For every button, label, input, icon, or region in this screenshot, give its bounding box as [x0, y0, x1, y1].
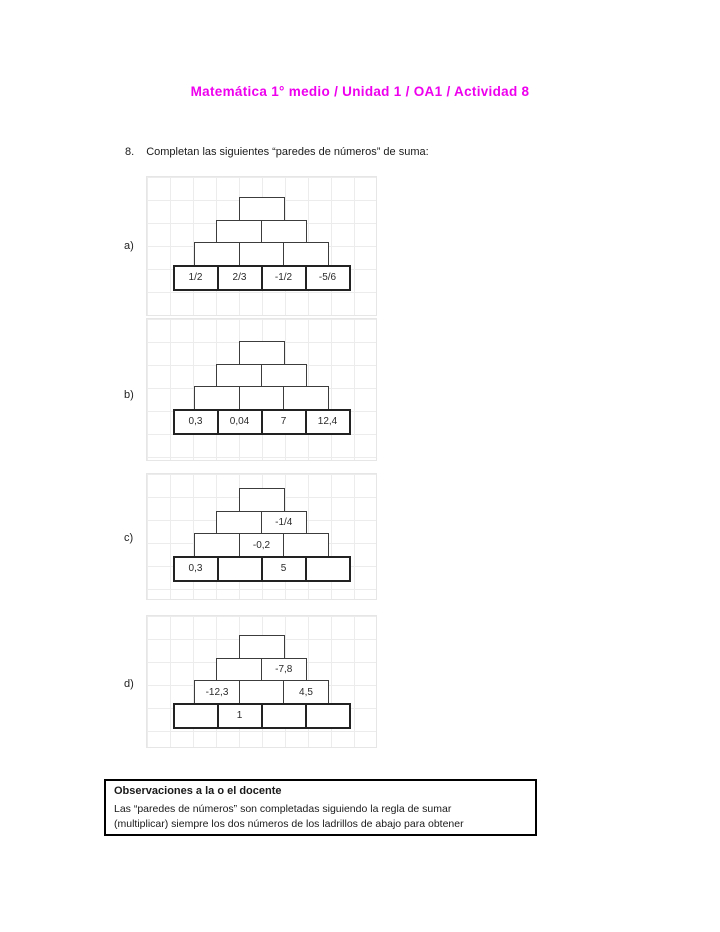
- pyramid-row: [147, 488, 376, 512]
- observations-line-2: (multiplicar) siempre los dos números de los ladrillos de abajo para obtener: [114, 818, 464, 831]
- pyramid-row: [147, 364, 376, 388]
- pyramid-cell-empty: [239, 680, 285, 704]
- pyramid-cell-value: -0,2: [239, 533, 285, 557]
- pyramid-cell-value: 7: [261, 409, 307, 435]
- pyramid-row: [147, 386, 376, 410]
- observations-box: [104, 779, 537, 836]
- pyramid-cell-value: -1/4: [261, 511, 307, 535]
- pyramid-row: [147, 703, 376, 729]
- task-number: 8.: [125, 146, 135, 158]
- pyramid-cell-empty: [194, 533, 240, 557]
- pyramid-cell-value: 0,04: [217, 409, 263, 435]
- pyramid-cell-empty: [305, 556, 351, 582]
- pyramid-cell-empty: [239, 341, 285, 365]
- pyramid-row: [147, 635, 376, 659]
- pyramid-cell-empty: [283, 242, 329, 266]
- pyramid-row: [147, 220, 376, 244]
- pyramid-cell-empty: [239, 635, 285, 659]
- pyramid-cell-empty: [239, 197, 285, 221]
- pyramid-panel-b: [146, 318, 377, 461]
- observations-line-1: Las “paredes de números” son completadas siguiendo la regla de sumar: [114, 803, 452, 815]
- pyramid-cell-value: 4,5: [283, 680, 329, 704]
- task-text: Completan las siguientes “paredes de números” de suma:: [146, 146, 429, 158]
- pyramid-cell-value: 2/3: [217, 265, 263, 291]
- pyramid-cell-value: 1: [217, 703, 263, 729]
- pyramid-panel-a: [146, 176, 377, 316]
- pyramid-row: [147, 265, 376, 291]
- pyramid-cell-empty: [239, 488, 285, 512]
- pyramid-cell-empty: [216, 511, 262, 535]
- pyramid-cell-empty: [173, 703, 219, 729]
- pyramid-cell-value: 0,3: [173, 556, 219, 582]
- page-title: Matemática 1° medio / Unidad 1 / OA1 / Actividad 8: [190, 84, 530, 99]
- pyramid-cell-empty: [305, 703, 351, 729]
- pyramid-panel-d: [146, 615, 377, 748]
- pyramid-cell-empty: [283, 533, 329, 557]
- pyramid-cell-value: 5: [261, 556, 307, 582]
- pyramid-cell-empty: [216, 364, 262, 388]
- pyramid-row: [147, 409, 376, 435]
- pyramid-cell-empty: [194, 242, 240, 266]
- pyramid-cell-empty: [239, 242, 285, 266]
- pyramid-cell-value: 12,4: [305, 409, 351, 435]
- pyramid-row: [147, 533, 376, 557]
- pyramid-cell-value: -1/2: [261, 265, 307, 291]
- pyramid-panel-c: [146, 473, 377, 600]
- pyramid-cell-empty: [216, 220, 262, 244]
- pyramid-cell-value: -7,8: [261, 658, 307, 682]
- pyramid-label-b: b): [124, 389, 134, 401]
- pyramid-cell-value: 1/2: [173, 265, 219, 291]
- pyramid-cell-empty: [216, 658, 262, 682]
- pyramid-cell-value: 0,3: [173, 409, 219, 435]
- pyramid-label-c: c): [124, 532, 134, 544]
- pyramid-cell-empty: [261, 220, 307, 244]
- pyramid-row: [147, 341, 376, 365]
- task-instruction: [125, 146, 429, 158]
- pyramid-cell-empty: [261, 703, 307, 729]
- pyramid-cell-empty: [239, 386, 285, 410]
- pyramid-row: [147, 658, 376, 682]
- pyramid-cell-empty: [194, 386, 240, 410]
- pyramid-row: [147, 197, 376, 221]
- pyramid-cell-value: -5/6: [305, 265, 351, 291]
- pyramid-cell-value: -12,3: [194, 680, 240, 704]
- pyramid-row: [147, 242, 376, 266]
- observations-title: Observaciones a la o el docente: [114, 785, 282, 797]
- pyramid-label-d: d): [124, 678, 134, 690]
- pyramid-cell-empty: [261, 364, 307, 388]
- pyramid-cell-empty: [283, 386, 329, 410]
- pyramid-cell-empty: [217, 556, 263, 582]
- pyramid-row: [147, 511, 376, 535]
- pyramid-row: [147, 556, 376, 582]
- pyramid-row: [147, 680, 376, 704]
- pyramid-label-a: a): [124, 240, 134, 252]
